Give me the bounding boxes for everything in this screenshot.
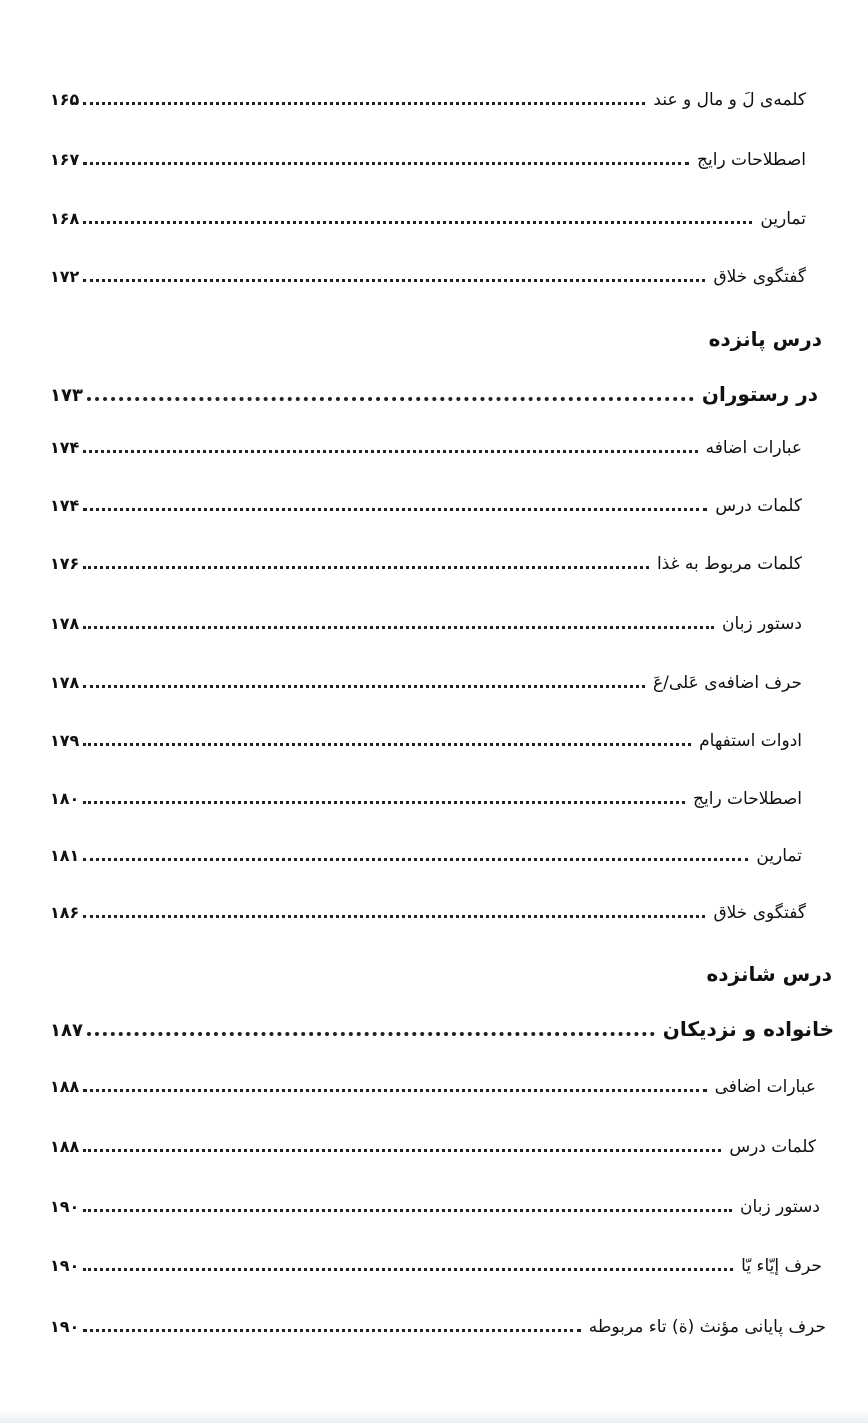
dot-leader bbox=[87, 397, 694, 401]
toc-entry-page: ۱۷۴ bbox=[50, 438, 80, 457]
toc-entry-title: حرف إيّاء یّا bbox=[741, 1256, 822, 1276]
dot-leader bbox=[83, 685, 645, 688]
toc-entry-page: ۱۷۹ bbox=[50, 731, 80, 750]
toc-entry-title: کلمه‌ی لَ و مال و عند bbox=[653, 90, 806, 110]
toc-entry bbox=[50, 731, 802, 751]
toc-entry bbox=[50, 496, 802, 516]
dot-leader bbox=[83, 450, 697, 453]
dot-leader bbox=[83, 858, 748, 861]
toc-entry-title: کلمات درس bbox=[729, 1137, 816, 1157]
toc-entry bbox=[50, 673, 802, 693]
toc-entry-page: ۱۶۷ bbox=[50, 150, 80, 169]
toc-entry-page: ۱۷۴ bbox=[50, 496, 80, 515]
toc-entry bbox=[50, 267, 806, 287]
toc-entry bbox=[50, 209, 806, 229]
toc-entry-title: دستور زبان bbox=[740, 1197, 820, 1217]
dot-leader bbox=[87, 1032, 655, 1036]
dot-leader bbox=[83, 626, 714, 629]
toc-entry bbox=[50, 554, 802, 574]
toc-entry-page: ۱۸۱ bbox=[50, 846, 80, 865]
dot-leader bbox=[83, 801, 685, 804]
dot-leader bbox=[83, 221, 752, 224]
toc-entry-title: عبارات اضافی bbox=[714, 1077, 816, 1097]
toc-entry bbox=[50, 903, 806, 923]
toc-entry-page: ۱۶۸ bbox=[50, 209, 80, 228]
dot-leader bbox=[83, 1268, 733, 1271]
toc-entry-title: گفتگوی خلاق bbox=[713, 267, 806, 287]
toc-entry bbox=[50, 614, 802, 634]
toc-entry bbox=[50, 438, 802, 458]
dot-leader bbox=[83, 1089, 706, 1092]
toc-entry-page: ۱۷۸ bbox=[50, 673, 80, 692]
toc-entry-page: ۱۹۰ bbox=[50, 1317, 80, 1336]
toc-entry-title: کلمات مربوط به غذا bbox=[656, 554, 802, 574]
toc-entry-title: اصطلاحات رایج bbox=[697, 150, 806, 170]
toc-entry bbox=[50, 846, 802, 866]
toc-entry-page: ۱۸۶ bbox=[50, 903, 80, 922]
dot-leader bbox=[83, 1149, 721, 1152]
dot-leader bbox=[83, 102, 645, 105]
toc-entry-title: دستور زبان bbox=[722, 614, 802, 634]
toc-entry-title: ادوات استفهام bbox=[699, 731, 802, 751]
toc-entry-title: اصطلاحات رایج bbox=[693, 789, 802, 809]
toc-entry-title: حرف پایانی مؤنث (ة) تاء مربوطه bbox=[588, 1317, 826, 1337]
toc-entry bbox=[50, 1197, 820, 1217]
toc-entry-title: گفتگوی خلاق bbox=[713, 903, 806, 923]
page-bottom-edge bbox=[0, 1409, 868, 1423]
toc-entry bbox=[50, 1256, 822, 1276]
toc-entry-page: ۱۶۵ bbox=[50, 90, 80, 109]
toc-entry-title: عبارات اضافه bbox=[705, 438, 802, 458]
toc-entry-page: ۱۹۰ bbox=[50, 1256, 80, 1275]
toc-entry-title: کلمات درس bbox=[715, 496, 802, 516]
chapter-title: در رستوران bbox=[701, 382, 818, 406]
toc-entry-page: ۱۸۸ bbox=[50, 1077, 80, 1096]
dot-leader bbox=[83, 743, 691, 746]
dot-leader bbox=[83, 1329, 580, 1332]
dot-leader bbox=[83, 508, 707, 511]
chapter-page: ۱۸۷ bbox=[50, 1020, 83, 1041]
toc-entry-page: ۱۸۰ bbox=[50, 789, 80, 808]
dot-leader bbox=[83, 162, 689, 165]
toc-entry-page: ۱۹۰ bbox=[50, 1197, 80, 1216]
lesson-heading: درس پانزده bbox=[708, 327, 822, 351]
toc-entry bbox=[50, 789, 802, 809]
toc-entry bbox=[50, 150, 806, 170]
lesson-heading: درس شانزده bbox=[706, 962, 832, 986]
toc-entry-title: حرف اضافه‌ی عَلی/عَ bbox=[652, 673, 802, 693]
dot-leader bbox=[83, 915, 705, 918]
toc-entry bbox=[50, 1077, 816, 1097]
toc-entry-page: ۱۷۶ bbox=[50, 554, 80, 573]
chapter-title: خانواده و نزدیکان bbox=[662, 1017, 834, 1041]
toc-entry bbox=[50, 1137, 816, 1157]
chapter-entry bbox=[50, 382, 818, 406]
toc-entry-title: تمارین bbox=[756, 846, 802, 866]
toc-entry-title: تمارین bbox=[760, 209, 806, 229]
dot-leader bbox=[83, 566, 649, 569]
toc-entry bbox=[50, 1317, 826, 1337]
toc-entry-page: ۱۷۸ bbox=[50, 614, 80, 633]
chapter-entry bbox=[50, 1017, 834, 1041]
toc-entry-page: ۱۸۸ bbox=[50, 1137, 80, 1156]
toc-entry bbox=[50, 90, 806, 110]
dot-leader bbox=[83, 279, 705, 282]
chapter-page: ۱۷۳ bbox=[50, 385, 83, 406]
toc-entry-page: ۱۷۲ bbox=[50, 267, 80, 286]
dot-leader bbox=[83, 1209, 732, 1212]
